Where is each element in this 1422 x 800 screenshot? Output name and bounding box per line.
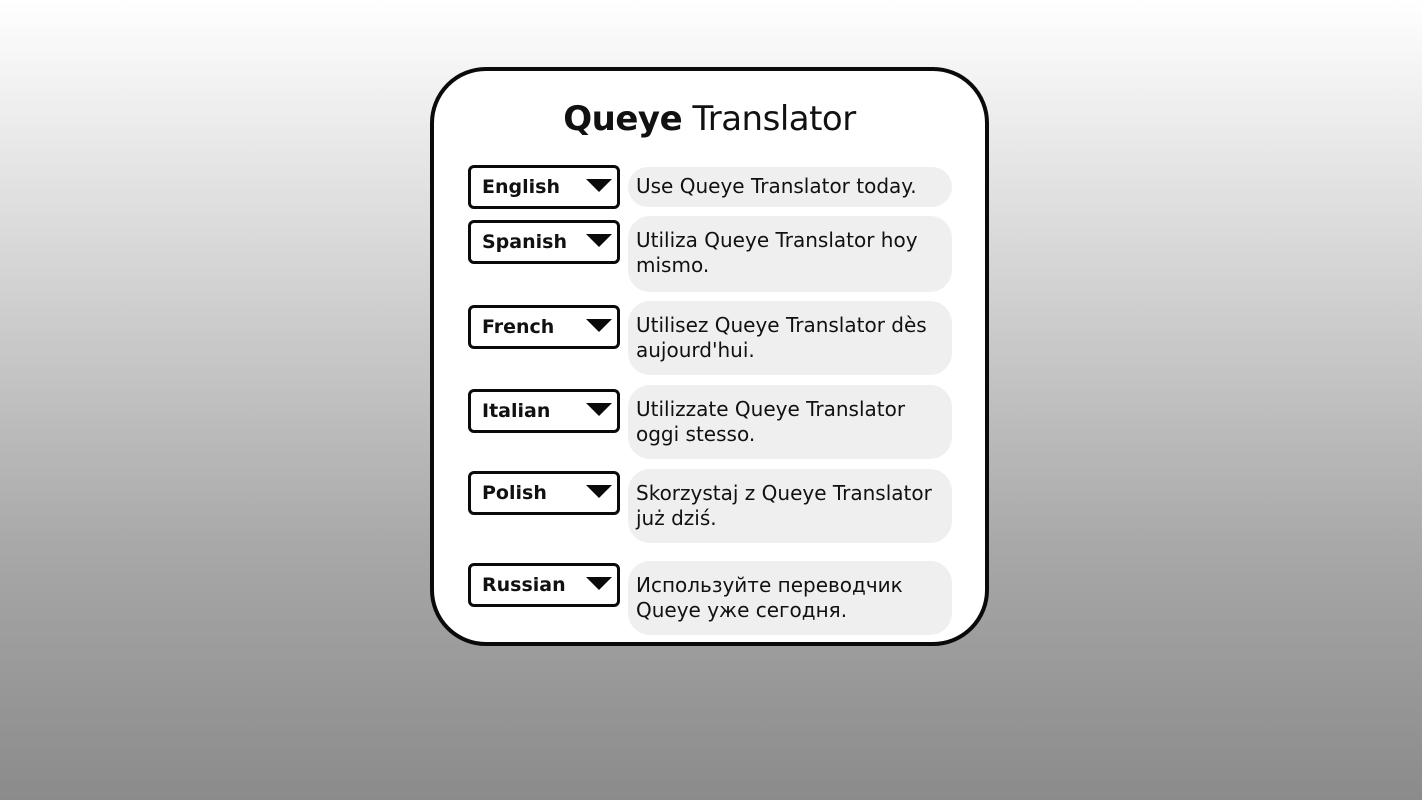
language-select-french[interactable] (468, 305, 620, 349)
chevron-down-icon (586, 577, 612, 590)
translation-text-english: Use Queye Translator today. (628, 167, 952, 207)
translation-text-italian: Utilizzate Queye Translator oggi stesso. (628, 385, 952, 459)
chevron-down-icon (586, 403, 612, 416)
chevron-down-icon (586, 485, 612, 498)
language-select-label: Polish (482, 482, 547, 504)
translation-text-french: Utilisez Queye Translator dès aujourd'hui. (628, 301, 952, 375)
language-select-label: Russian (482, 574, 566, 596)
language-select-label: Spanish (482, 231, 567, 253)
language-select-polish[interactable] (468, 471, 620, 515)
chevron-down-icon (586, 179, 612, 192)
chevron-down-icon (586, 319, 612, 332)
language-select-label: Italian (482, 400, 551, 422)
translation-text-russian: Используйте переводчик Queye уже сегодня. (628, 561, 952, 635)
language-select-label: French (482, 316, 555, 338)
language-select-label: English (482, 176, 560, 198)
language-select-italian[interactable] (468, 389, 620, 433)
translator-card (430, 67, 989, 646)
app-title (434, 99, 985, 139)
chevron-down-icon (586, 234, 612, 247)
translation-text-polish: Skorzystaj z Queye Translator już dziś. (628, 469, 952, 543)
app-title-brand: Queye (563, 99, 683, 139)
language-select-english[interactable] (468, 165, 620, 209)
language-select-russian[interactable] (468, 563, 620, 607)
language-select-spanish[interactable] (468, 220, 620, 264)
translation-text-spanish: Utiliza Queye Translator hoy mismo. (628, 216, 952, 292)
app-title-rest: Translator (692, 99, 856, 139)
